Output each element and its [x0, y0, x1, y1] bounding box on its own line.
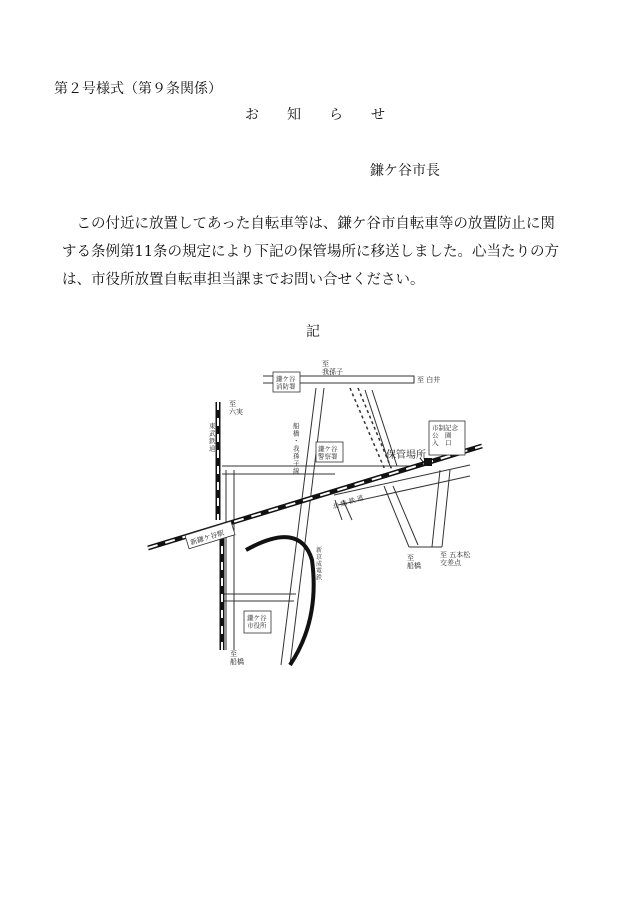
ki-heading: 記 — [306, 324, 320, 340]
map-label-line: 警察署 — [318, 452, 338, 461]
map-label-line: 新 — [316, 547, 323, 554]
map-label-line: 至 — [230, 650, 237, 658]
label-fire-station — [276, 374, 296, 391]
map-label-line: 我孫子 — [322, 368, 343, 376]
label-to-funabashi-south — [230, 650, 244, 666]
body-line: は、市役所放置自転車担当課までお問い合せください。 — [62, 272, 425, 288]
label-tobu-line — [209, 421, 216, 453]
map-label-line: 至 — [322, 360, 329, 368]
label-storage-place — [386, 448, 426, 461]
road-east-south — [384, 486, 418, 547]
map-label-line: 公 園 — [432, 431, 452, 440]
label-shinkeisei-line — [316, 546, 322, 582]
map-label-line: 孫 — [293, 452, 300, 460]
label-funabashi-abiko-road — [293, 421, 300, 475]
map-label-line: 武 — [209, 429, 216, 438]
map-label-line: 我 — [293, 444, 300, 453]
body-line: この付近に放置してあった自転車等は、鎌ケ谷市自転車等の放置防止に関 — [62, 216, 555, 232]
map-label-line: 至 — [229, 400, 236, 408]
map-label-line: 六実 — [229, 408, 243, 416]
map-label-line: 新鎌ケ谷駅 — [189, 528, 226, 547]
map-label-line: 子 — [293, 459, 300, 468]
map-label-line: 至 五本松 — [440, 551, 471, 559]
label-police-station — [318, 444, 338, 461]
map-label-line: ・ — [293, 437, 300, 445]
map-label-line: 至 白井 — [417, 376, 441, 384]
map-label-line: 電 — [316, 567, 323, 575]
label-to-abiko — [322, 360, 343, 376]
label-to-funabashi-east — [407, 554, 421, 570]
map-label-line: 東 — [209, 422, 216, 430]
form-number: 第２号様式（第９条関係） — [54, 81, 222, 97]
map-label-line: 成 — [316, 560, 323, 568]
map-label-line: 消防署 — [276, 382, 296, 391]
label-hokuso-line — [331, 493, 365, 511]
label-to-mutsumi — [229, 400, 243, 416]
map-label-line: 鉄 — [209, 437, 216, 445]
map-label-line: 線 — [293, 467, 300, 475]
map-label-line: 京 — [316, 553, 323, 561]
label-city-hall — [247, 613, 267, 630]
map-label-line: 鉄 — [316, 574, 323, 582]
map-label-line: 鎌ケ谷 — [247, 614, 267, 622]
dotted-line — [350, 388, 385, 470]
map-label-line: 保管場所 — [386, 450, 426, 461]
map-label-line: 橋 — [293, 429, 300, 438]
label-to-gohonmatsu — [440, 550, 471, 567]
map-label-line: 船橋 — [230, 658, 244, 666]
map-label-line: 北 総 鉄 道 — [331, 493, 365, 511]
map-label-line: 道 — [209, 444, 216, 453]
map-label-line: 市制記念 — [432, 424, 458, 432]
label-to-shiroi — [417, 375, 440, 384]
body-line: する条例第11条の規定により下記の保管場所に移送しました。心当たりの方 — [62, 244, 559, 260]
map-label-line: 交差点 — [440, 559, 461, 567]
map-label-line: 船 — [293, 422, 300, 430]
map-label-line: 入 口 — [432, 439, 452, 447]
notice-title: お 知 ら せ — [245, 107, 385, 123]
map-label-line: 鎌ケ谷 — [318, 445, 338, 453]
road-gohonmatsu — [432, 470, 450, 547]
map-label-line: 船橋 — [407, 562, 421, 570]
road-bottom — [222, 594, 296, 601]
map-label-line: 鎌ケ谷 — [276, 375, 296, 383]
map-label-line: 市役所 — [247, 621, 267, 630]
issuer: 鎌ケ谷市長 — [370, 163, 440, 179]
map-label-line: 至 — [407, 554, 414, 562]
